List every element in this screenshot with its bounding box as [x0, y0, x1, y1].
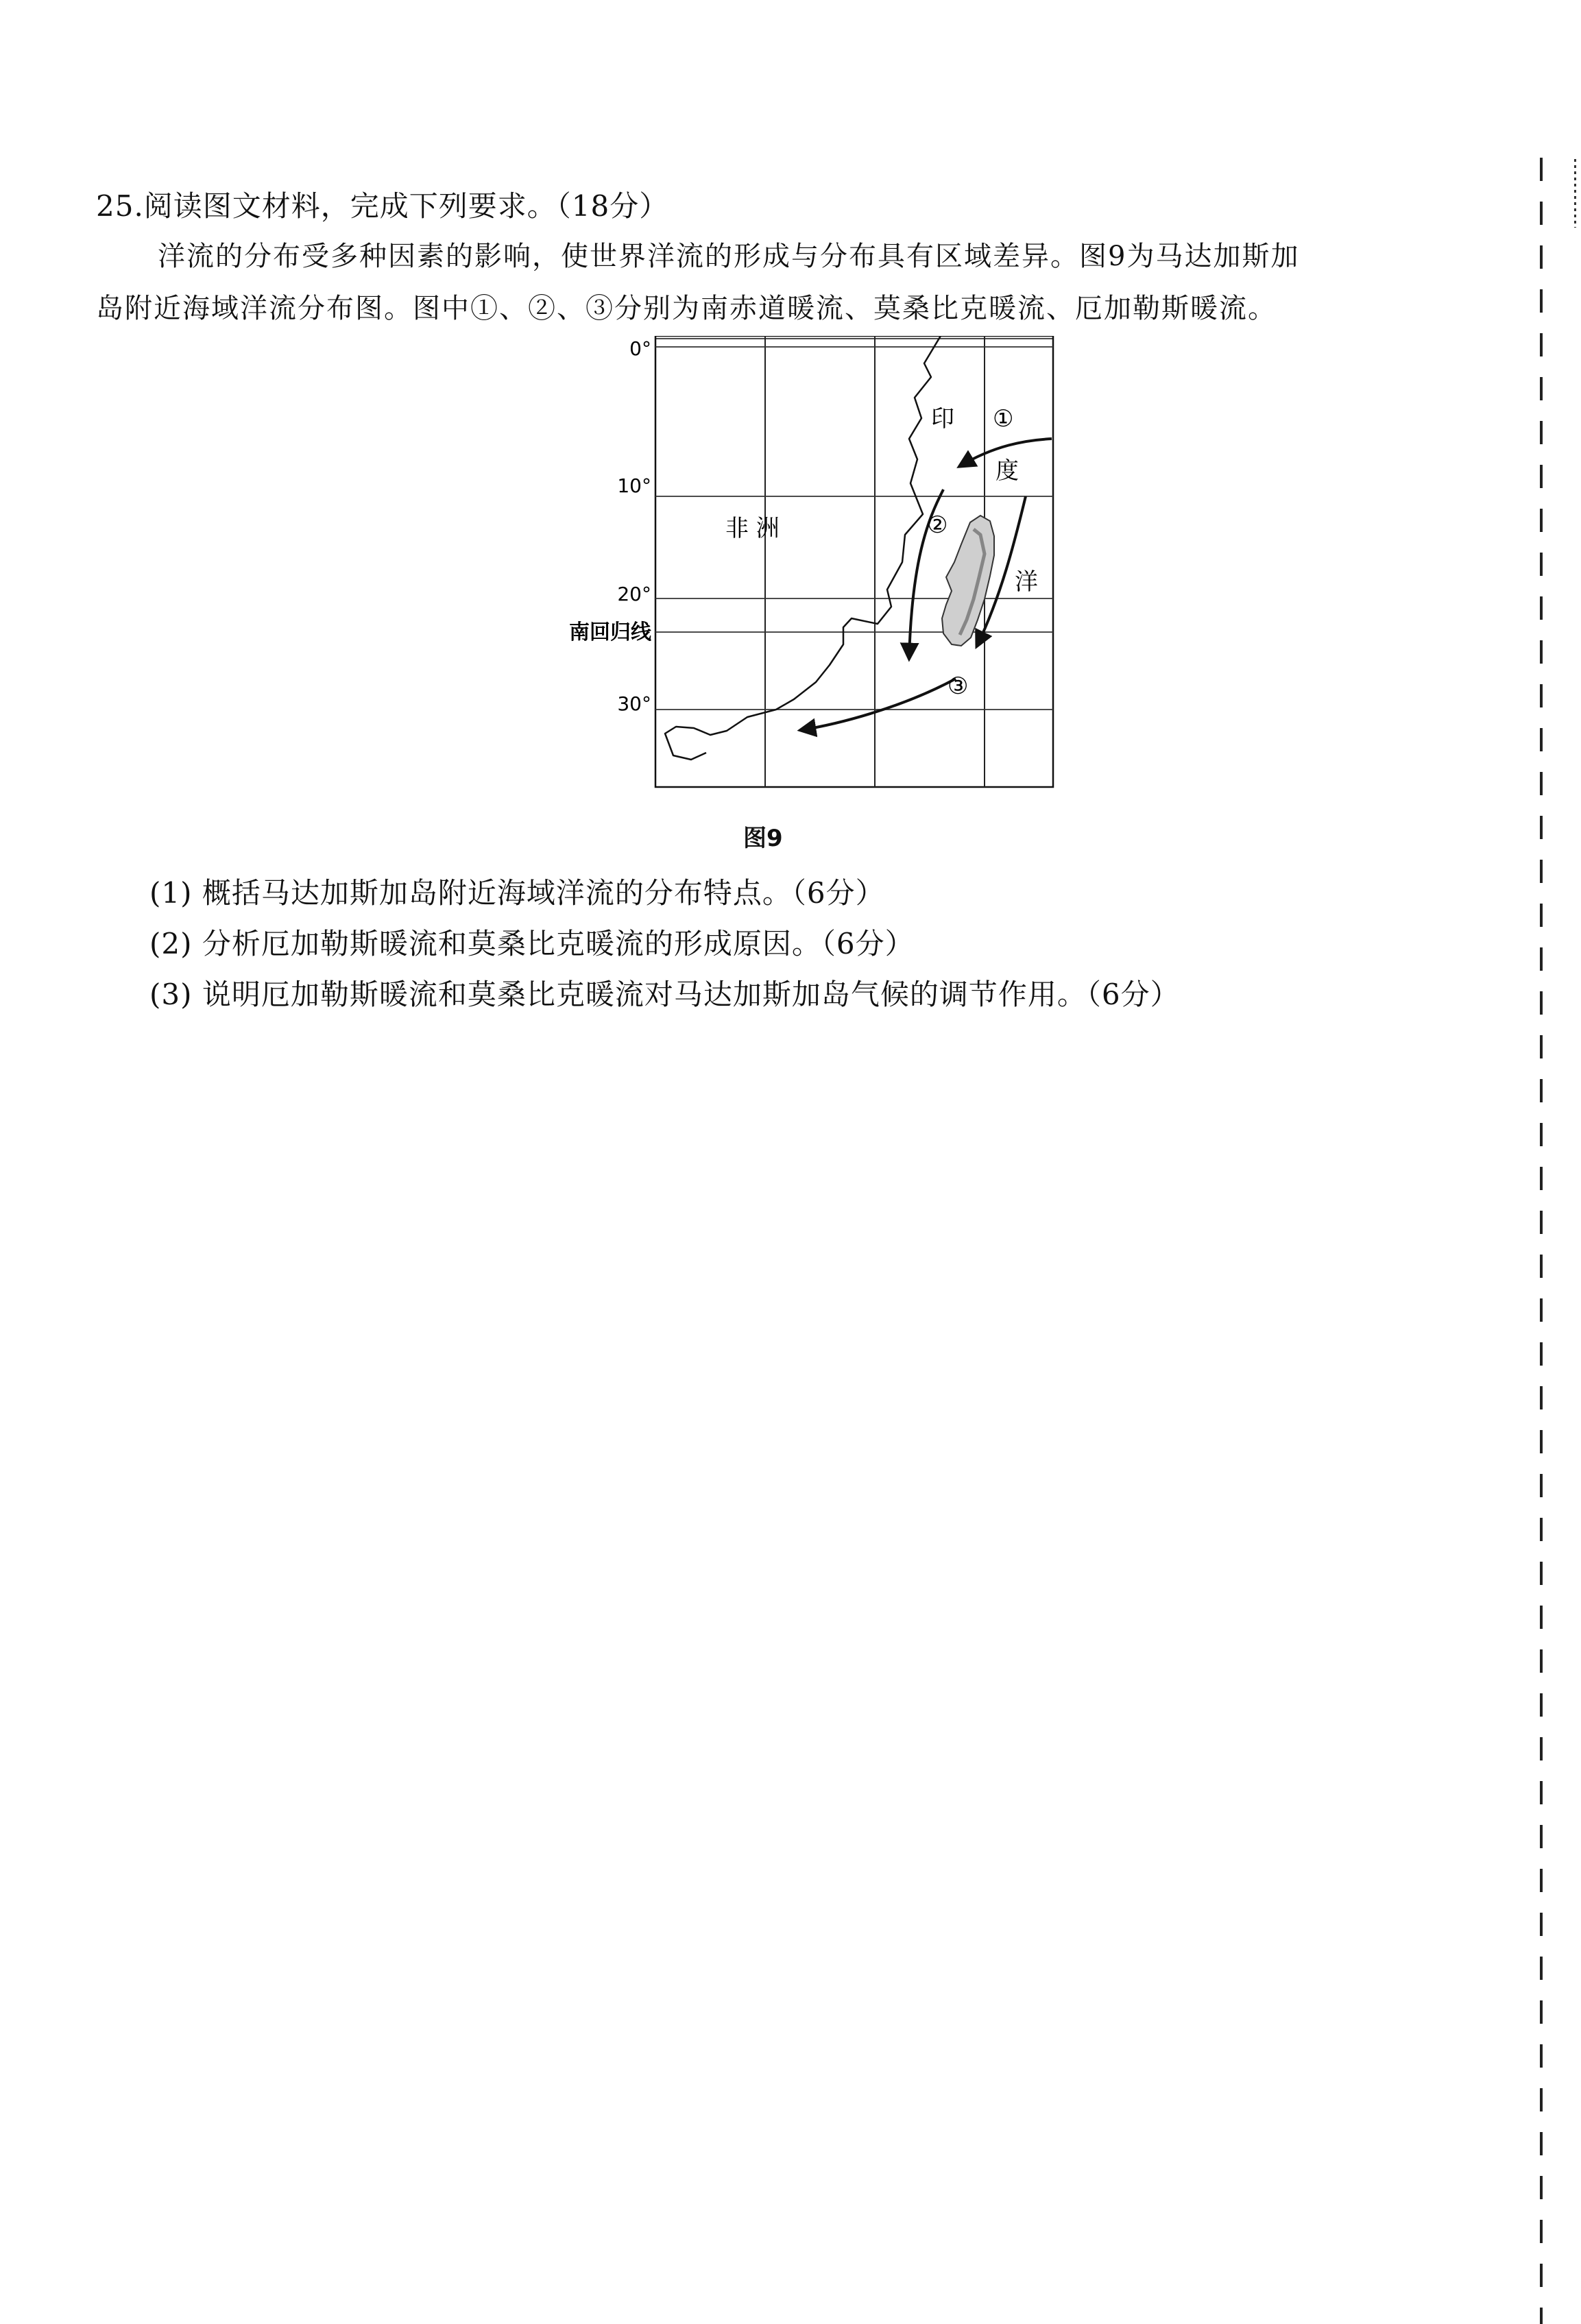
sub-question-2: (2) 分析厄加勒斯暖流和莫桑比克暖流的形成原因。（6分）: [149, 927, 915, 960]
lat-label-30: 30°: [617, 692, 651, 715]
ocean-current-map: [521, 336, 1152, 816]
continent-label-africa: 非 洲: [725, 515, 780, 542]
lat-label-0: 0°: [629, 337, 651, 360]
lat-label-20: 20°: [617, 583, 651, 605]
agulhas-current-arrow-lower: [801, 679, 956, 730]
question-paragraph-line2: 岛附近海域洋流分布图。图中①、②、③分别为南赤道暖流、莫桑比克暖流、厄加勒斯暖流。: [96, 293, 1277, 324]
tropic-label: 南回归线: [569, 620, 651, 644]
binding-cut-line: [1540, 158, 1543, 2324]
current-label-2: ②: [927, 511, 948, 539]
africa-coastline: [665, 336, 941, 760]
question-title: 25.阅读图文材料，完成下列要求。（18分）: [96, 189, 669, 223]
ocean-label-char-3: 洋: [1015, 568, 1038, 596]
ocean-label-char-1: 印: [931, 405, 954, 433]
figure-caption: 图9: [743, 825, 783, 852]
current-label-1: ①: [993, 405, 1014, 433]
ocean-label-char-2: 度: [995, 457, 1019, 485]
lat-label-10: 10°: [617, 474, 651, 497]
binding-dotted-mark: [1574, 159, 1576, 228]
sub-question-1: (1) 概括马达加斯加岛附近海域洋流的分布特点。（6分）: [149, 876, 885, 910]
current-label-3: ③: [948, 673, 969, 700]
sub-question-3: (3) 说明厄加勒斯暖流和莫桑比克暖流对马达加斯加岛气候的调节作用。（6分）: [149, 978, 1180, 1011]
question-paragraph-line1: 洋流的分布受多种因素的影响，使世界洋流的形成与分布具有区域差异。图9为马达加斯加: [158, 241, 1300, 272]
